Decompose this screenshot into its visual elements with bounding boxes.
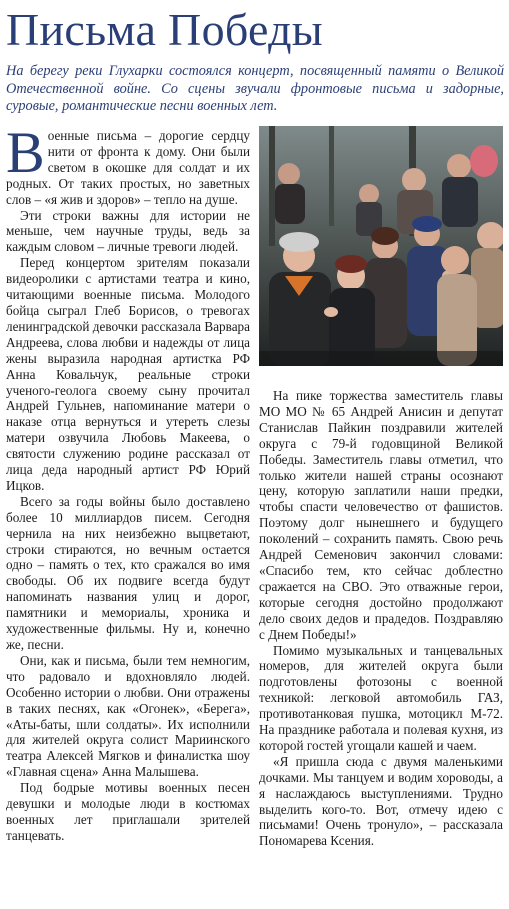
paragraph-3: Перед концертом зрителям показали видеоролики с артистами театра и кино, читающими военные письма. Молодого бойца сыграл Глеб Борисов, о тревогах ленинградской девочки рассказала Варвара Андреева, слова любви и надежды от лица жены выразила народная артистка РФ Анна Ковальчук, реальные строки ученого-геолога своему сыну прочитал Андрей Гульнев, напоминание матери о наказе отца вернуться и утереть слезы матери озвучила Любовь Макеева, о святости служению родине рассказал от лица деда народный артист РФ Юрий Ицков. bbox=[6, 255, 250, 493]
paragraph-7: На пике торжества заместитель главы МО МО № 65 Андрей Анисин и депутат Станислав Пайкин поздравили жителей округа с 79-й годовщиной Великой Победы. Заместитель главы отметил, что только жители нашей страны осознают цену, которую заплатили наши предки, чтобы спасти человечество от фашистов. Поэтому долг нынешнего и будущего поколений – сохранить память. Свою речь Андрей Семенович закончил словами: «Спасибо тем, кто сейчас доблестно сражается на СВО. Это отважные герои, которые сегодня достойно продолжают дело своих дедов и прадедов. Поздравляю с Днем Победы!» bbox=[259, 388, 503, 642]
drop-cap: В bbox=[6, 120, 45, 185]
paragraph-2: Эти строки важны для истории не меньше, чем научные труды, ведь за каждым словом – личные тревоги людей. bbox=[6, 207, 250, 255]
paragraph-9: «Я пришла сюда с двумя маленькими дочками. Мы танцуем и водим хороводы, а я наслаждаюсь выступлениями. Трудно выделить кого-то. Вот, отмечу идею с письмами! Очень тронуло», – рассказала Пономарева Ксения. bbox=[259, 753, 503, 849]
paragraph-8: Помимо музыкальных и танцевальных номеров, для жителей округа были подготовлены фотозоны с военной техникой: легковой автомобиль ГАЗ, противотанковая пушка, мотоцикл М-72. На празднике работала и полевая кухня, из которой гостей угощали кашей и чаем. bbox=[259, 642, 503, 753]
paragraph-1 bbox=[6, 120, 250, 208]
paragraph-5: Они, как и письма, были тем немногим, что радовало и вдохновляло людей. Особенно истории о любви. Они отражены в таких песнях, как «Огонек», «Берега», «Аты-баты, шли солдаты». Их исполнили для жителей округа солист Мариинского театра Алексей Мягков и финалистка шоу «Главная сцена» Анна Малышева. bbox=[6, 652, 250, 780]
crowd-photo bbox=[259, 126, 503, 366]
article-title: Письма Победы bbox=[6, 4, 323, 55]
paragraph-1-text: оенные письма – дорогие сердцу нити от фронта к дому. Они были светом в окошке для солдат и их родных. От таких простых, но заветных слов – «я жив и здоров» – тепло на душе. bbox=[6, 128, 250, 207]
left-column bbox=[6, 120, 250, 844]
right-column bbox=[259, 388, 503, 849]
paragraph-4: Всего за годы войны было доставлено более 10 миллиардов писем. Сегодня чернила на них неизбежно выцветают, строки стираются, но вечным остается одно – память о тех, кто сражался во имя свободы. Об их подвиге всегда будут напоминать названия улиц и дорог, памятники и мемориалы, хроника и художественные фильмы. Ну и, конечно же, песни. bbox=[6, 493, 250, 652]
paragraph-6: Под бодрые мотивы военных песен девушки и молодые люди в костюмах военных лет приглашали зрителей танцевать. bbox=[6, 780, 250, 843]
article-lead: На берегу реки Глухарки состоялся концерт, посвященный памяти о Великой Отечественной войне. Со сцены звучали фронтовые письма и задорные, суровые, романтические песни военных лет. bbox=[6, 63, 504, 114]
